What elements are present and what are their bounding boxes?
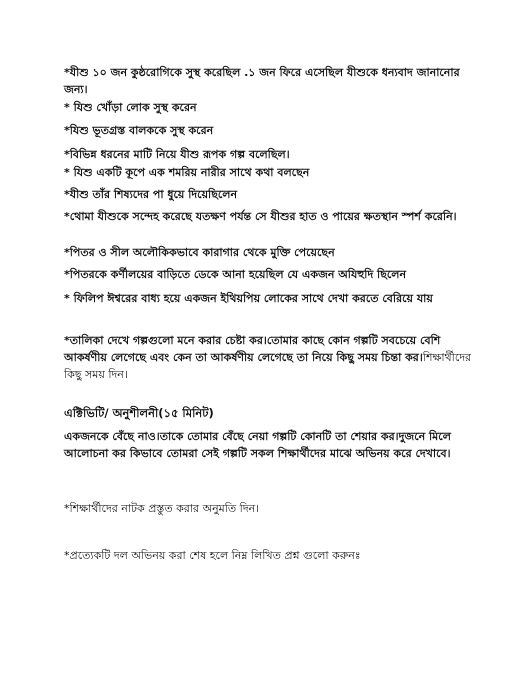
activity-heading: এক্টিভিটি/ অনুশীলনী(১৫ মিনিট) (64, 406, 214, 420)
list-item: *পিতরকে কর্ণীলয়ের বাড়িতে ডেকে আনা হয়েছিল যে একজন অযিহুদি ছিলেন (64, 268, 407, 281)
list-item: *যীশু ১০ জন কুষ্ঠরোগিকে সুস্থ করেছিল .১ জন ফিরে এসেছিল যীশুকে ধন্যবাদ জানানোর জন্য। (64, 66, 460, 96)
teacher-note-drama: *শিক্ষার্থীদের নাটক প্রস্তুত করার অনুমতি দিন। (64, 502, 260, 515)
teacher-note-questions: *প্রত্যেকটি দল অভিনয় করা শেষ হলে নিম্ন লিখিত প্রশ্ন গুলো করুনঃ (64, 549, 361, 562)
list-item: *যীশু তাঁর শিষ্যদের পা ধুয়ে দিয়েছিলেন (64, 188, 238, 201)
list-item: * যিশু খোঁড়া লোক সুস্থ করেন (64, 101, 197, 114)
list-item: *বিভিন্ন ধরনের মাটি নিয়ে যীশু রূপক গল্প বলেছিল। (64, 148, 290, 161)
activity-instructions: একজনকে বেঁছে নাও।তাকে তোমার বেঁছে নেয়া গল্পটি কোনটি তা শেয়ার কর।দুজনে মিলে আলোচনা কর কিভাবে তোমরা সেই গল্পটি সকল শিক্ষার্থীদের মাঝে অভিনয় করে দেখাবে। (64, 430, 451, 460)
list-item: * যিশু একটি কূপে এক শমরিয় নারীর সাথে কথা বলছেন (64, 166, 310, 179)
list-item: *যিশু ভূতগ্রস্ত বালককে সুস্থ করেন (64, 124, 214, 137)
instruction-bold-text: *তালিকা দেখে গল্পগুলো মনে করার চেষ্টা কর।তোমার কাছে কোন গল্পটি সবচেয়ে বেশি আকর্ষণীয় লেগেছে এবং কেন তা আকর্ষণীয় লেগেছে তা নিয়ে কিছু সময় চিন্তা কর। (64, 334, 441, 364)
list-item: *পিতর ও সীল অলৌকিকভাবে কারাগার থেকে মুক্তি পেয়েছেন (64, 246, 335, 259)
instruction-note-text: শিক্ষার্থীদের কিছু সময় দিন। (64, 351, 472, 381)
instruction-paragraph (64, 332, 484, 383)
list-item: * ফিলিপ ঈশ্বরের বাধ্য হয়ে একজন ইথিয়পিয় লোকের সাথে দেখা করতে বেরিয়ে যায় (64, 292, 433, 305)
list-item: *থোমা যীশুকে সন্দেহ করেছে যতক্ষণ পর্যন্ত সে যীশুর হাত ও পায়ের ক্ষতস্থান স্পর্শ করেনি। (64, 210, 457, 223)
